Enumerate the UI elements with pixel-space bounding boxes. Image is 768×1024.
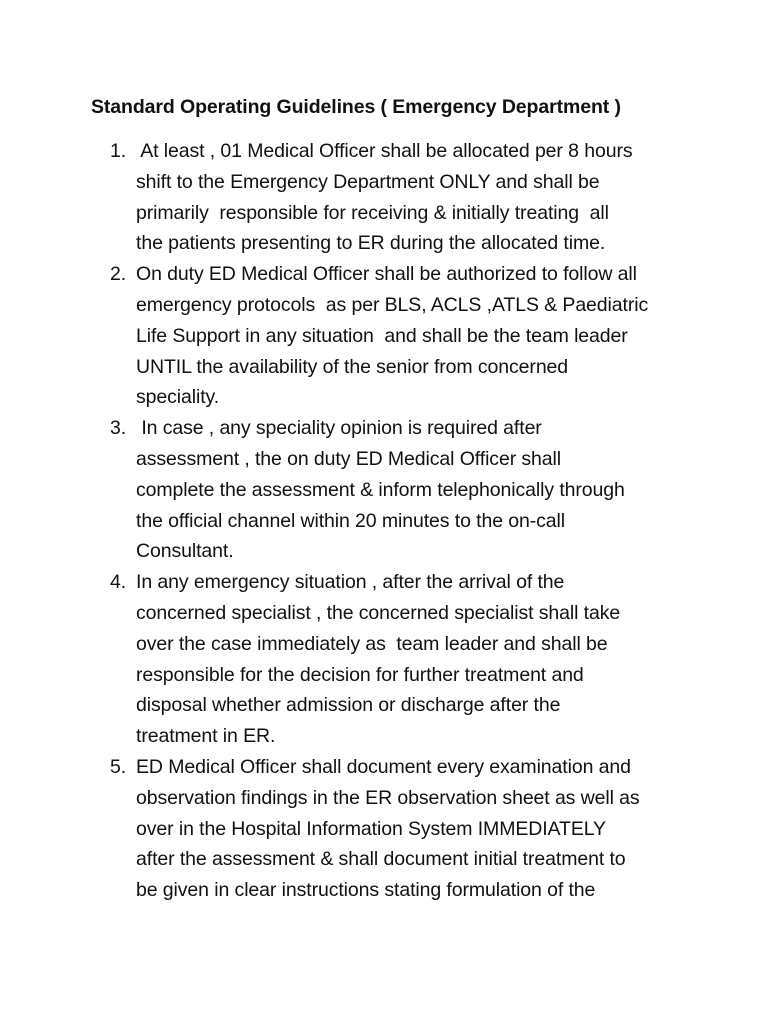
- item-text-line: ED Medical Officer shall document every examination and: [136, 755, 631, 778]
- item-text-line: observation findings in the ER observation sheet as well as: [136, 786, 640, 809]
- item-text-line: Consultant.: [136, 540, 234, 563]
- item-text-line: over the case immediately as team leader and shall be: [136, 632, 608, 655]
- item-text: [136, 413, 690, 567]
- item-number: 4.: [110, 571, 127, 594]
- item-text-line: speciality.: [136, 386, 220, 409]
- item-text-line: At least , 01 Medical Officer shall be allocated per 8 hours: [136, 140, 633, 162]
- guideline-item: [110, 136, 690, 259]
- item-text: [136, 136, 690, 259]
- guideline-item: [110, 567, 690, 752]
- item-text-line: treatment in ER.: [136, 725, 276, 748]
- item-text-line: emergency protocols as per BLS, ACLS ,ATLS & Paediatric: [136, 293, 649, 316]
- item-text-line: primarily responsible for receiving & initially treating all: [136, 201, 609, 224]
- item-text-line: In any emergency situation , after the arrival of the: [136, 571, 565, 594]
- item-text-line: assessment , the on duty ED Medical Officer shall: [136, 447, 562, 470]
- item-text-line: responsible for the decision for further treatment and: [136, 663, 584, 686]
- item-text-line: be given in clear instructions stating formulation of the: [136, 879, 596, 902]
- item-text: [136, 752, 690, 906]
- guideline-item: [110, 752, 690, 906]
- item-number: 3.: [110, 417, 127, 440]
- item-text-line: Life Support in any situation and shall be the team leader: [136, 324, 628, 347]
- item-number: 1.: [110, 140, 127, 162]
- item-text-line: disposal whether admission or discharge after the: [136, 694, 561, 717]
- guideline-item: [110, 259, 690, 413]
- item-text: [136, 259, 690, 413]
- item-text-line: the patients presenting to ER during the allocated time.: [136, 232, 606, 255]
- guideline-list: [110, 136, 690, 906]
- document-title: Standard Operating Guidelines ( Emergency Department ): [91, 96, 621, 118]
- item-text-line: over in the Hospital Information System IMMEDIATELY: [136, 817, 606, 840]
- item-text-line: complete the assessment & inform telephonically through: [136, 478, 625, 501]
- item-text: [136, 567, 690, 752]
- item-text-line: UNTIL the availability of the senior from concerned: [136, 355, 569, 378]
- item-text-line: On duty ED Medical Officer shall be authorized to follow all: [136, 263, 637, 286]
- item-text-line: after the assessment & shall document initial treatment to: [136, 848, 626, 871]
- item-text-line: In case , any speciality opinion is required after: [136, 417, 542, 440]
- guideline-item: [110, 413, 690, 567]
- item-text-line: the official channel within 20 minutes to the on-call: [136, 509, 566, 532]
- item-number: 5.: [110, 755, 127, 778]
- item-text-line: shift to the Emergency Department ONLY and shall be: [136, 170, 600, 193]
- item-text-line: concerned specialist , the concerned specialist shall take: [136, 601, 621, 624]
- item-number: 2.: [110, 263, 127, 286]
